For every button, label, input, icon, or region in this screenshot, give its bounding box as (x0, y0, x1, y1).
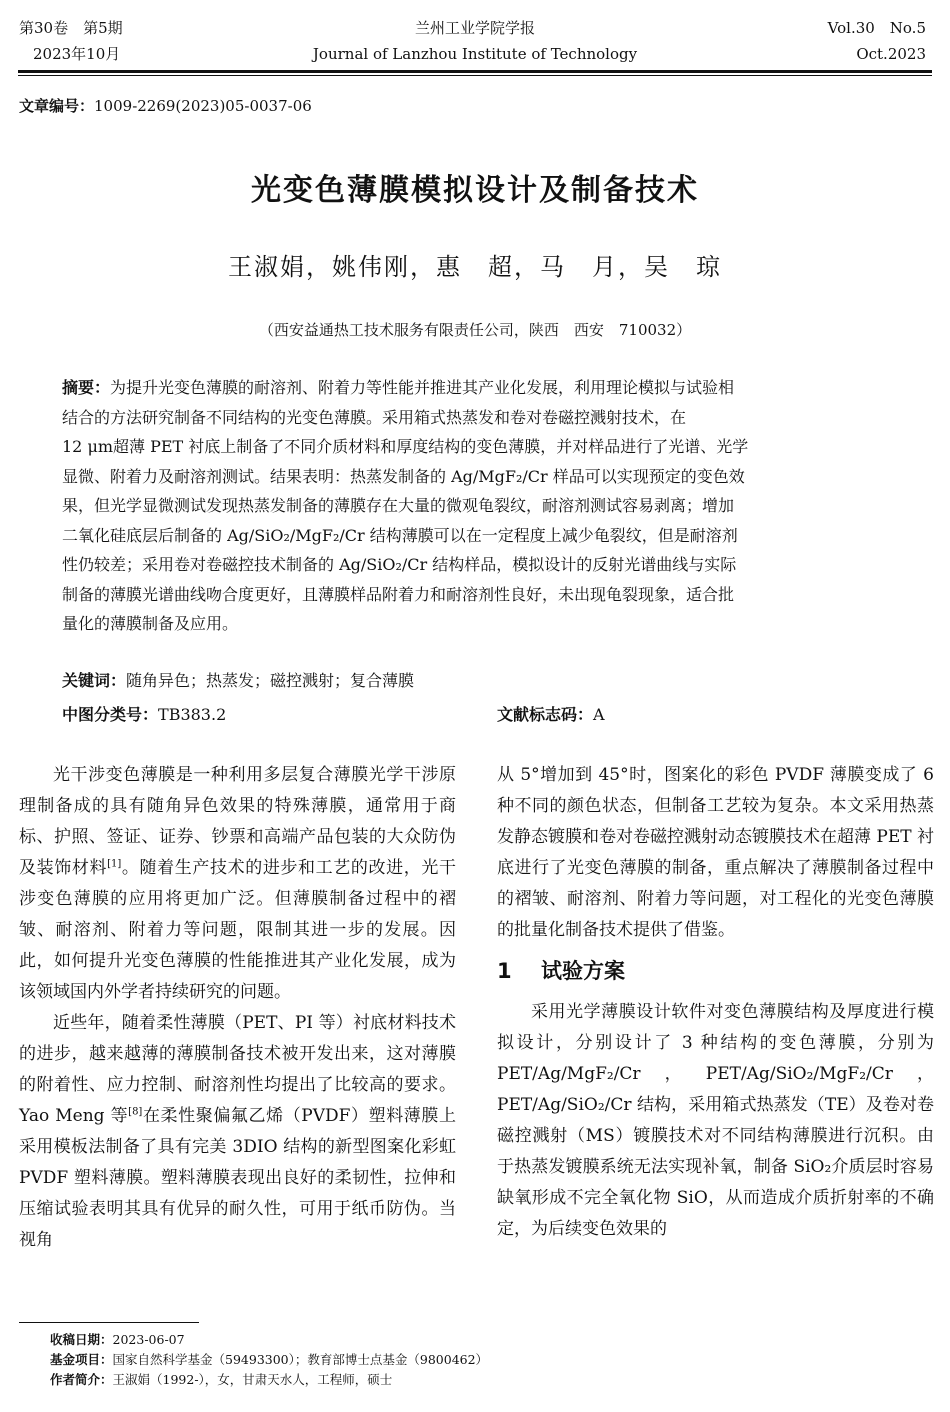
header-rule-thin (18, 75, 932, 76)
abstract-line: 结合的方法研究制备不同结构的光变色薄膜。采用箱式热蒸发和卷对卷磁控溅射技术，在 (62, 407, 687, 427)
citation-ref: [1] (107, 858, 122, 870)
keywords-value: 随角异色；热蒸发；磁控溅射；复合薄膜 (126, 671, 415, 690)
affiliation: （西安益通热工技术服务有限责任公司，陕西 西安 710032） (258, 321, 692, 339)
footnote-rule (19, 1322, 199, 1323)
abstract-line: 12 μm超薄 PET 衬底上制备了不同介质材料和厚度结构的变色薄膜，并对样品进行了光谱、光学 (62, 437, 749, 456)
article-number (19, 95, 312, 116)
abstract-line: 制备的薄膜光谱曲线吻合度更好，且薄膜样品附着力和耐溶剂性良好，未出现龟裂现象，适合批 (62, 584, 735, 604)
abstract-line: 性仍较差；采用卷对卷磁控技术制备的 Ag/SiO₂/Cr 结构样品，模拟设计的反射光谱曲线与实际 (62, 555, 737, 574)
body-column-right (497, 760, 934, 1245)
footnotes (50, 1330, 488, 1390)
header-rule-thick (18, 70, 932, 73)
section-title: 试验方案 (541, 959, 625, 983)
abstract-line: 量化的薄膜制备及应用。 (62, 614, 239, 633)
document-code-label: 文献标志码： (497, 705, 594, 724)
body-paragraph: 从 5°增加到 45°时，图案化的彩色 PVDF 薄膜变成了 6 种不同的颜色状态，但制备工艺较为复杂。本文采用热蒸发静态镀膜和卷对卷磁控溅射动态镀膜技术在超薄 PET 衬底进行了光变色薄膜的制备，重点解决了薄膜制备过程中的褶皱、耐溶剂、附着力等问题，对工程化的光变色薄膜的批量化制备技术提供了借鉴。 (497, 765, 934, 940)
citation-ref: [8] (128, 1106, 143, 1118)
document-code-value: A (593, 705, 605, 724)
abstract-label: 摘要： (62, 378, 111, 397)
header-volume: 第30卷 第5期 (19, 19, 123, 37)
section-heading (497, 956, 934, 987)
footnote-fund: 基金项目：国家自然科学基金（59493300）；教育部博士点基金（9800462） (50, 1352, 489, 1367)
footnote-author: 作者简介：王淑娟（1992-），女，甘肃天水人，工程师，硕士 (50, 1372, 393, 1387)
author-list: 王淑娟，姚伟刚，惠 超，马 月，吴 琼 (228, 253, 722, 281)
section-number: 1 (497, 959, 512, 983)
abstract-line: 果，但光学显微测试发现热蒸发制备的薄膜存在大量的微观龟裂纹，耐溶剂测试容易剥离；增加 (62, 496, 735, 515)
header-journal-cn: 兰州工业学院学报 (414, 19, 535, 37)
header-date-cn: 2023年10月 (33, 45, 121, 63)
abstract-line: 摘要：为提升光变色薄膜的耐溶剂、附着力等性能并推进其产业化发展，利用理论模拟与试验相 (62, 378, 735, 397)
keywords (62, 668, 414, 691)
header-journal-en: Journal of Lanzhou Institute of Technology (312, 45, 638, 63)
body-paragraph: 近些年，随着柔性薄膜（PET、PI 等）衬底材料技术的进步，越来越薄的薄膜制备技术被开发出来，这对薄膜的附着性、应力控制、耐溶剂性均提出了比较高的要求。Yao Meng 等[8]在柔性聚偏氟乙烯（PVDF）塑料薄膜上采用模板法制备了具有完美 3DIO 结构的新型图案化彩虹 PVDF 塑料薄膜。塑料薄膜表现出良好的柔韧性，拉伸和压缩试验表明其具有优异的耐久性，可用于纸币防伪。当视角 (19, 1013, 456, 1250)
header-vol-en: Vol.30 No.5 (827, 19, 926, 37)
document-code (497, 702, 605, 725)
paper-title: 光变色薄膜模拟设计及制备技术 (251, 173, 699, 208)
article-number-label: 文章编号： (19, 97, 95, 115)
body-paragraph: 采用光学薄膜设计软件对变色薄膜结构及厚度进行模拟设计，分别设计了 3 种结构的变色薄膜，分别为 PET/Ag/MgF₂/Cr，PET/Ag/SiO₂/MgF₂/Cr，PET/Ag/SiO₂/Cr 结构，采用箱式热蒸发（TE）及卷对卷磁控溅射（MS）镀膜技术对不同结构薄膜进行沉积。由于热蒸发镀膜系统无法实现补氧，制备 SiO₂介质层时容易缺氧形成不完全氧化物 SiO，从而造成介质折射率的不确定，为后续变色效果的 (497, 1002, 934, 1239)
article-number-value: 1009-2269(2023)05-0037-06 (94, 97, 312, 115)
abstract-line: 二氧化硅底层后制备的 Ag/SiO₂/MgF₂/Cr 结构薄膜可以在一定程度上减少龟裂纹，但是耐溶剂 (62, 525, 738, 545)
abstract-line: 显微、附着力及耐溶剂测试。结果表明：热蒸发制备的 Ag/MgF₂/Cr 样品可以实现预定的变色效 (62, 466, 745, 486)
classification-value: TB383.2 (158, 705, 227, 724)
abstract (62, 373, 890, 639)
footnote-received: 收稿日期：2023-06-07 (50, 1332, 185, 1347)
classification-label: 中图分类号： (62, 705, 159, 724)
classification (62, 702, 226, 725)
keywords-label: 关键词： (62, 671, 127, 690)
body-column-left (19, 760, 456, 1256)
body-paragraph: 光干涉变色薄膜是一种利用多层复合薄膜光学干涉原理制备成的具有随角异色效果的特殊薄膜，通常用于商标、护照、签证、证券、钞票和高端产品包装的大众防伪及装饰材料[1]。随着生产技术的进步和工艺的改进，光干涉变色薄膜的应用将更加广泛。但薄膜制备过程中的褶皱、耐溶剂、附着力等问题，限制其进一步的发展。因此，如何提升光变色薄膜的性能推进其产业化发展，成为该领域国内外学者持续研究的问题。 (19, 765, 457, 1002)
header-date-en: Oct.2023 (856, 45, 926, 63)
